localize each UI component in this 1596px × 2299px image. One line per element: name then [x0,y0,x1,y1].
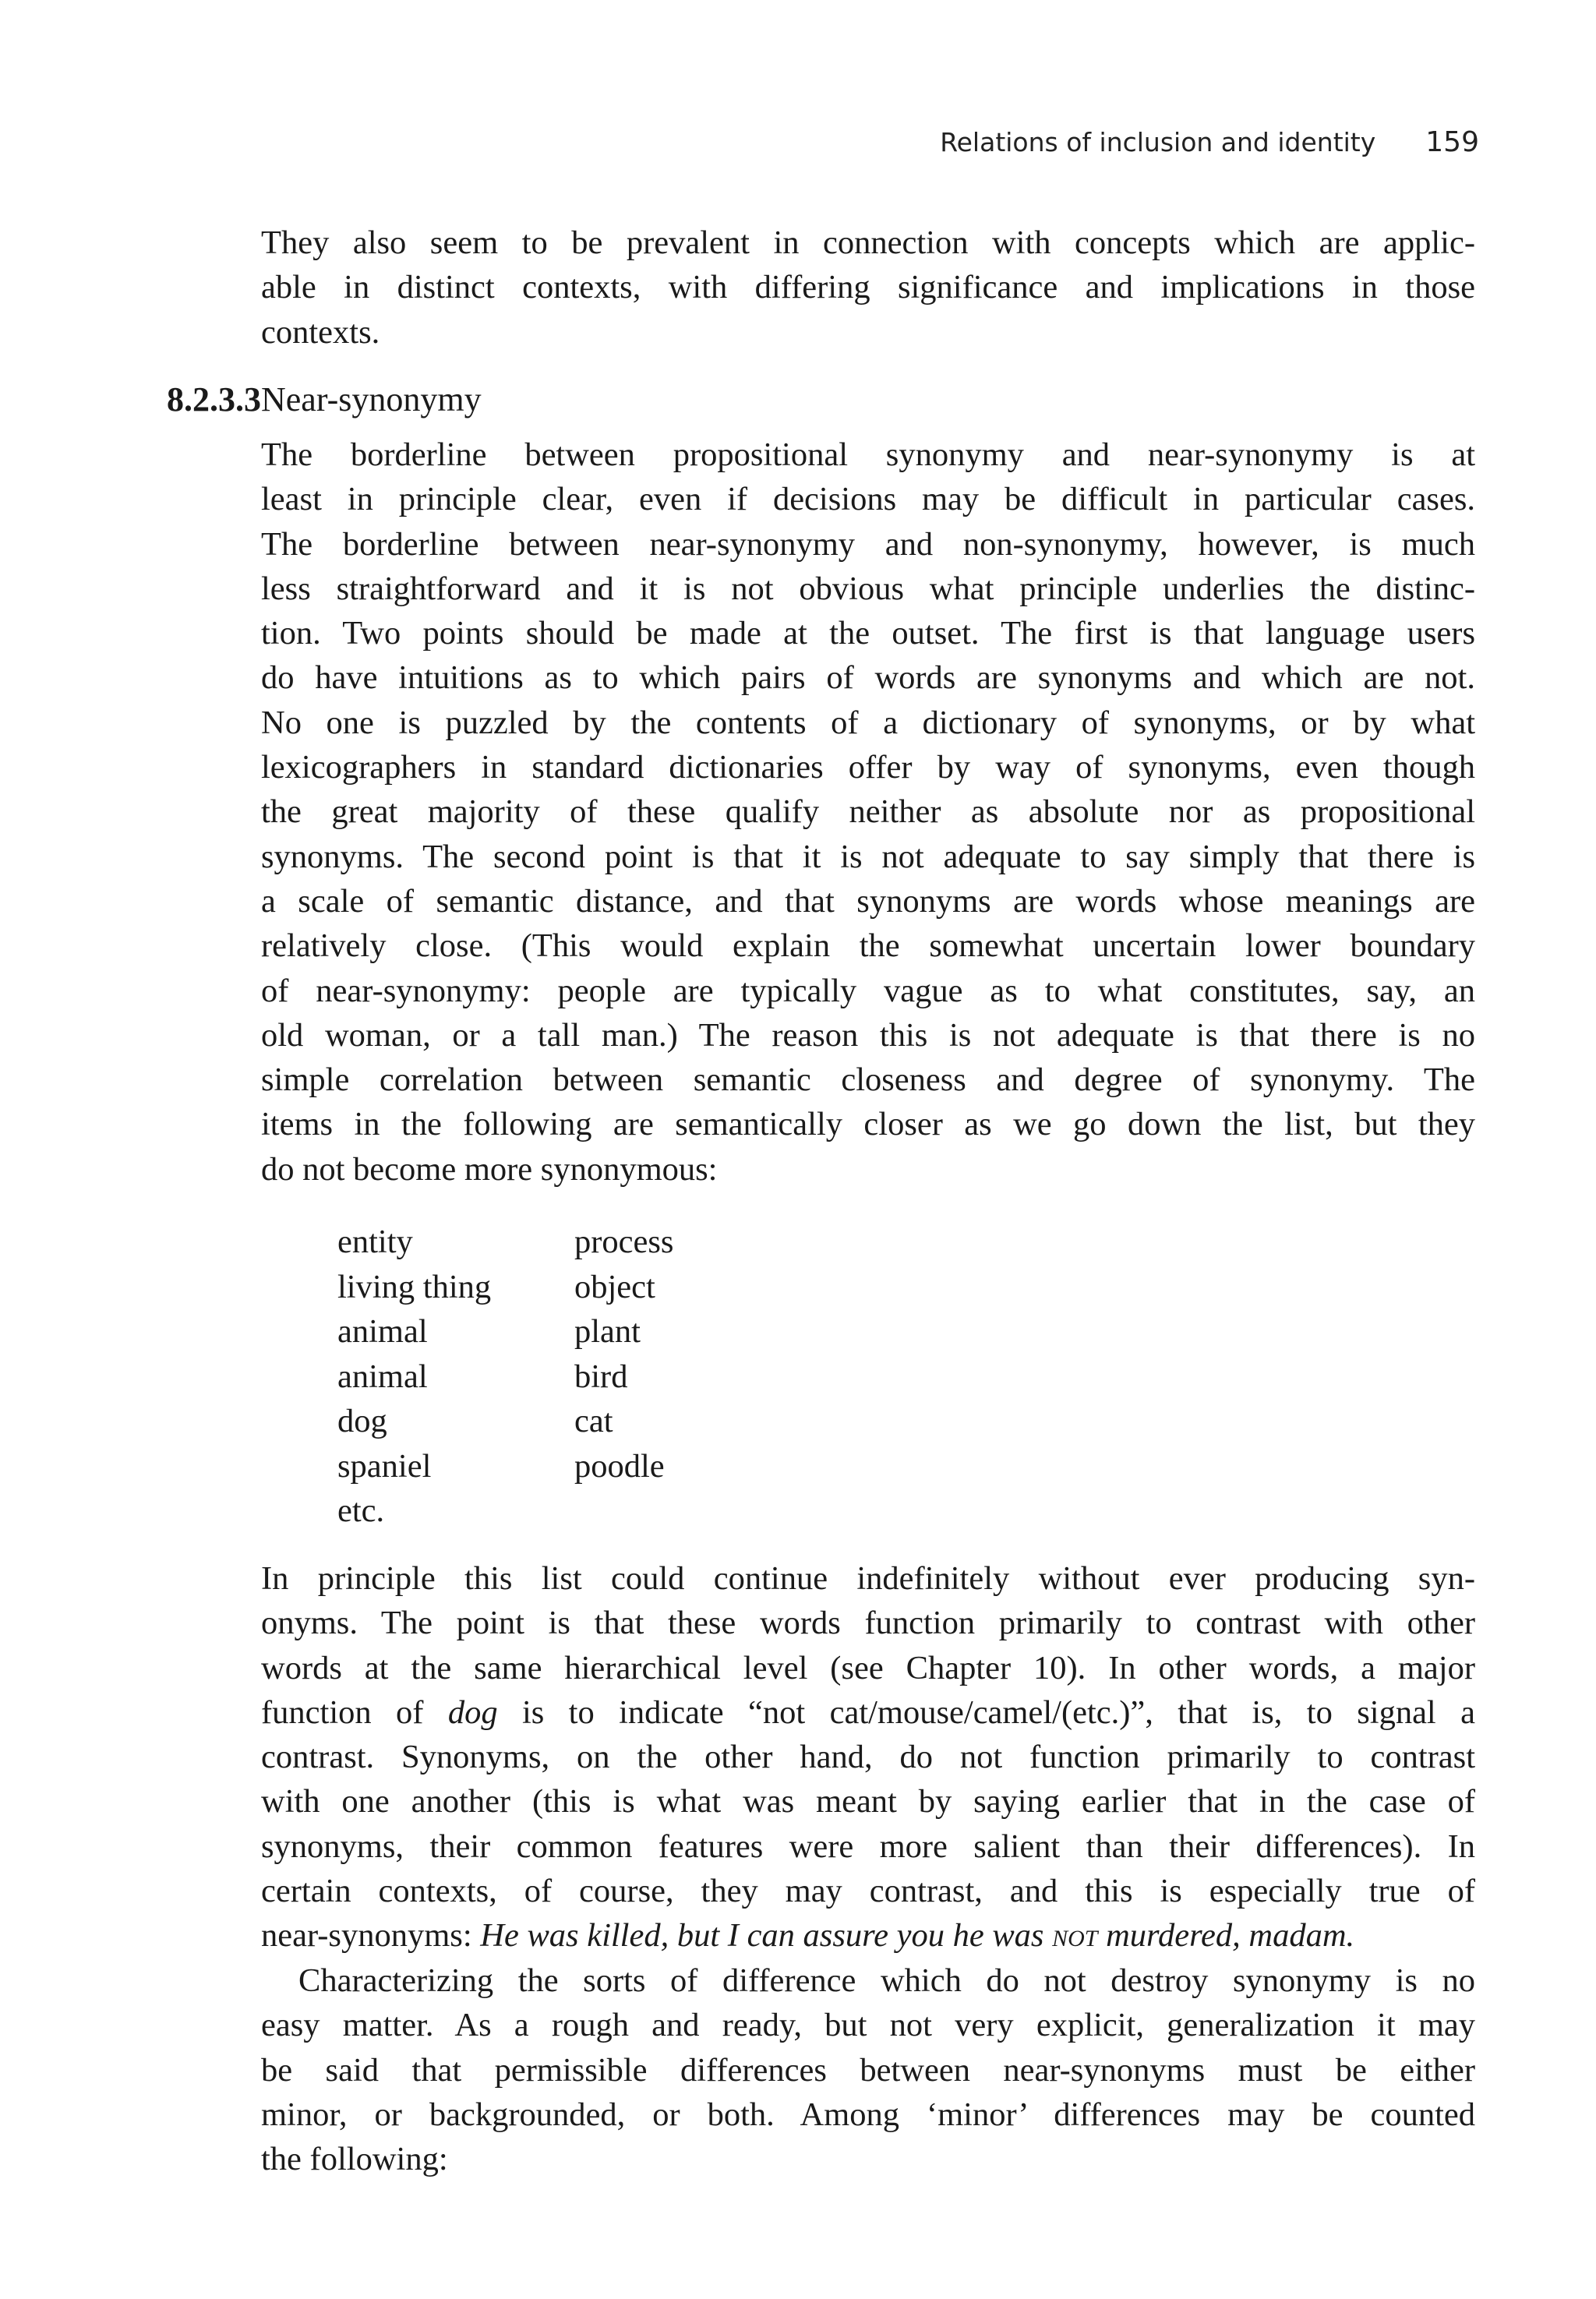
text-line: easy matter. As a rough and ready, but not very explicit, generalization it may [261,2007,1475,2044]
text-line: function of dog is to indicate “not cat/mouse/camel/(etc.)”, that is, to signal a [261,1693,1475,1731]
text-line: the great majority of these qualify neither as absolute nor as propositional [261,793,1475,831]
list-row [337,1265,673,1310]
text-line: minor, or backgrounded, or both. Among ‘minor’ differences may be counted [261,2096,1475,2133]
list-row [337,1354,673,1400]
list-item: cat [574,1403,613,1439]
text-line: a scale of semantic distance, and that synonyms are words whose meanings are [261,882,1475,920]
list-item: bird [574,1358,628,1395]
list-item: entity [337,1224,413,1260]
emphasis-dog: dog [447,1693,498,1731]
text-line: The borderline between propositional synonymy and near-synonymy is at [261,436,1475,473]
section-number: 8.2.3.3 [167,380,261,418]
list-item: plant [574,1313,641,1350]
final-paragraph [261,1958,1475,2181]
text-line: items in the following are semantically closer as we go down the list, but they [261,1106,1475,1143]
text-line: They also seem to be prevalent in connection with concepts which are applic- [261,224,1475,261]
text-line: do have intuitions as to which pairs of words are synonyms and which are not. [261,659,1475,697]
list-row [337,1444,673,1489]
list-item: animal [337,1358,428,1395]
text-line: do not become more synonymous: [261,1150,718,1188]
text-line: synonyms, their common features were more salient than their differences). In [261,1828,1475,1865]
text-line: lexicographers in standard dictionaries offer by way of synonyms, even though [261,749,1475,786]
text-line: simple correlation between semantic closeness and degree of synonymy. The [261,1061,1475,1099]
text-line: contexts. [261,313,380,351]
list-item: spaniel [337,1447,432,1485]
text-line: able in distinct contexts, with differing significance and implications in those [261,269,1475,306]
text-line: synonyms. The second point is that it is not adequate to say simply that there is [261,838,1475,875]
running-title: Relations of inclusion and identity [940,127,1376,157]
list-row [337,1309,673,1354]
text-line: old woman, or a tall man.) The reason this is not adequate is that there is no [261,1016,1475,1054]
list-item: process [574,1224,674,1260]
section-heading [167,380,482,419]
text-line: The borderline between near-synonymy and non-synonymy, however, is much [261,525,1475,563]
text-line: relatively close. (This would explain the somewhat uncertain lower boundary [261,927,1475,965]
list-item: dog [337,1403,387,1439]
list-item: poodle [574,1447,665,1485]
list-row [337,1220,673,1265]
text-line: near-synonyms: He was killed, but I can assure you he was not murdered, madam. [261,1917,1355,1955]
text-line: of near-synonymy: people are typically vague as to what constitutes, say, an [261,972,1475,1009]
list-row [337,1399,673,1444]
text-line: Characterizing the sorts of difference which do not destroy synonymy is no [298,1962,1475,1999]
text-line: less straightforward and it is not obvious what principle underlies the distinc- [261,570,1475,607]
running-head [873,126,1479,158]
list-item: animal [337,1313,428,1350]
list-item: living thing [337,1268,492,1305]
section-title: Near-synonymy [261,380,482,418]
list-item: object [574,1268,655,1305]
intro-paragraph [261,221,1475,355]
post-list-paragraph [261,1556,1475,1958]
text-line: In principle this list could continue indefinitely without ever producing syn- [261,1560,1475,1597]
text-line: least in principle clear, even if decisions may be difficult in particular cases. [261,481,1475,518]
page-number: 159 [1425,126,1479,158]
text-line: contrast. Synonyms, on the other hand, do not function primarily to contrast [261,1739,1475,1776]
text-line: the following: [261,2141,448,2178]
list-row [337,1489,673,1534]
hyponym-word-list [337,1220,673,1534]
list-item: etc. [337,1492,385,1529]
text-line: words at the same hierarchical level (see Chapter 10). In other words, a major [261,1649,1475,1686]
main-paragraph [261,433,1475,1192]
text-line: with one another (this is what was meant by saying earlier that in the case of [261,1783,1475,1820]
text-line: tion. Two points should be made at the outset. The first is that language users [261,615,1475,652]
example-sentence: He was killed, but I can assure you he was not murdered, madam. [480,1917,1355,1955]
text-line: onyms. The point is that these words function primarily to contrast with other [261,1605,1475,1642]
text-line: certain contexts, of course, they may contrast, and this is especially true of [261,1873,1475,1910]
text-line: No one is puzzled by the contents of a dictionary of synonyms, or by what [261,704,1475,741]
text-line: be said that permissible differences between near-synonyms must be either [261,2051,1475,2089]
